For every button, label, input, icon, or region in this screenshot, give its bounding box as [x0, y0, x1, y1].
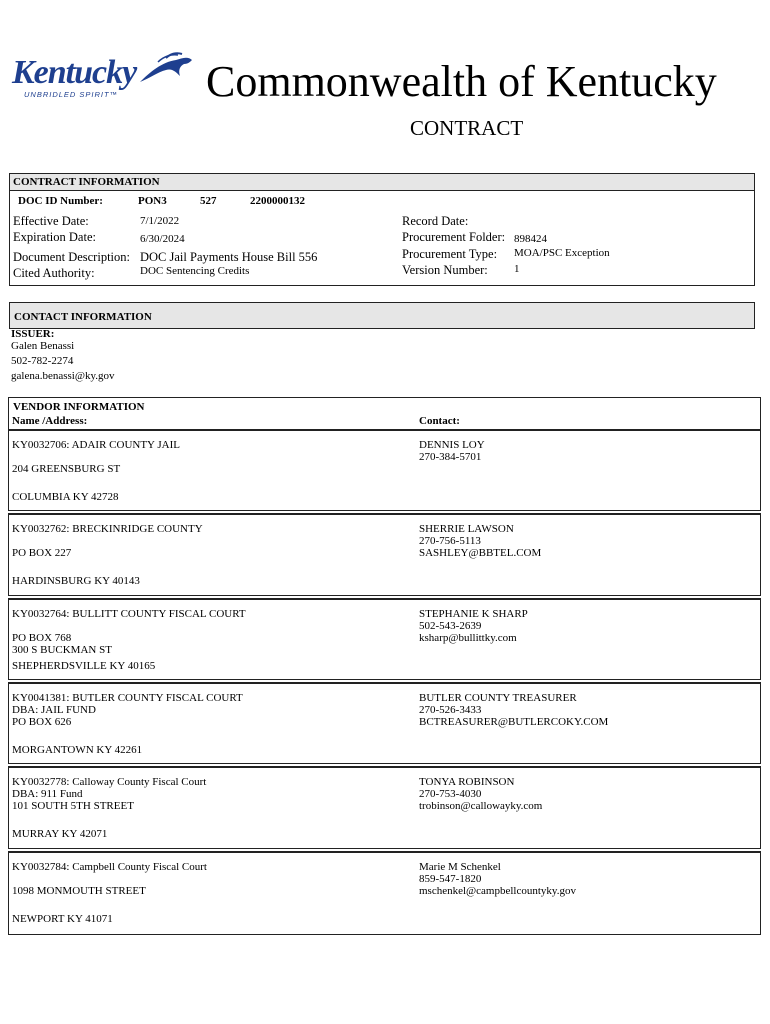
vendor-name: KY0032762: BRECKINRIDGE COUNTY: [12, 523, 203, 535]
vendor-row: [8, 682, 761, 764]
vendor-contact-phone: 502-543-2639: [419, 620, 482, 632]
procurement-folder-label: Procurement Folder:: [402, 230, 506, 244]
vendor-contact-email: trobinson@callowayky.com: [419, 800, 543, 812]
logo-wordmark: Kentucky: [12, 54, 137, 91]
version-number-value: 1: [514, 263, 520, 275]
vendor-contact-phone: 270-753-4030: [419, 788, 482, 800]
vendor-row: [8, 513, 761, 596]
effective-date-value: 7/1/2022: [140, 215, 180, 227]
vendor-row: [8, 429, 761, 511]
vendor-name-column-header: Name /Address:: [12, 415, 88, 427]
vendor-name: KY0032764: BULLITT COUNTY FISCAL COURT: [12, 608, 246, 620]
procurement-folder-value: 898424: [514, 233, 547, 245]
contact-information-heading: CONTACT INFORMATION: [14, 311, 152, 323]
vendor-contact-name: BUTLER COUNTY TREASURER: [419, 692, 577, 704]
document-description-value: DOC Jail Payments House Bill 556: [140, 250, 318, 264]
vendor-contact-name: STEPHANIE K SHARP: [419, 608, 528, 620]
issuer-email: galena.benassi@ky.gov: [11, 370, 115, 382]
vendor-address-line: SHEPHERDSVILLE KY 40165: [12, 660, 156, 672]
vendor-contact-phone: 270-384-5701: [419, 451, 482, 463]
vendor-address-line: COLUMBIA KY 42728: [12, 491, 119, 503]
issuer-name: Galen Benassi: [11, 340, 75, 352]
document-description-label: Document Description:: [13, 250, 130, 264]
vendor-contact-name: DENNIS LOY: [419, 439, 485, 451]
vendor-address-line: DBA: 911 Fund: [12, 788, 83, 800]
vendor-address-line: 101 SOUTH 5TH STREET: [12, 800, 134, 812]
vendor-address-line: PO BOX 626: [12, 716, 72, 728]
vendor-name: KY0032706: ADAIR COUNTY JAIL: [12, 439, 180, 451]
issuer-phone: 502-782-2274: [11, 355, 74, 367]
contract-information-section: [9, 173, 755, 286]
contract-information-heading: CONTRACT INFORMATION: [10, 174, 754, 191]
vendor-name: KY0041381: BUTLER COUNTY FISCAL COURT: [12, 692, 243, 704]
vendor-address-line: 204 GREENSBURG ST: [12, 463, 121, 475]
vendor-contact-email: mschenkel@campbellcountyky.gov: [419, 885, 576, 897]
procurement-type-label: Procurement Type:: [402, 247, 498, 261]
vendor-contact-name: TONYA ROBINSON: [419, 776, 515, 788]
vendor-address-line: DBA: JAIL FUND: [12, 704, 96, 716]
doc-id-part-3: 2200000132: [250, 195, 305, 207]
vendor-row: [8, 851, 761, 935]
vendor-row: [8, 766, 761, 849]
vendor-name: KY0032778: Calloway County Fiscal Court: [12, 776, 207, 788]
vendor-address-line: 300 S BUCKMAN ST: [12, 644, 112, 656]
procurement-type-value: MOA/PSC Exception: [514, 247, 610, 259]
vendor-name: KY0032784: Campbell County Fiscal Court: [12, 861, 207, 873]
cited-authority-value: DOC Sentencing Credits: [140, 265, 250, 277]
vendor-address-line: HARDINSBURG KY 40143: [12, 575, 140, 587]
effective-date-label: Effective Date:: [13, 214, 89, 228]
vendor-address-line: MURRAY KY 42071: [12, 828, 108, 840]
vendor-information-heading: VENDOR INFORMATION: [13, 401, 145, 413]
vendor-row: [8, 598, 761, 680]
vendor-address-line: NEWPORT KY 41071: [12, 913, 113, 925]
expiration-date-label: Expiration Date:: [13, 230, 96, 244]
logo-tagline: UNBRIDLED SPIRIT™: [24, 90, 119, 99]
cited-authority-label: Cited Authority:: [13, 266, 95, 280]
vendor-address-line: PO BOX 227: [12, 547, 72, 559]
vendor-address-line: PO BOX 768: [12, 632, 72, 644]
horse-icon: [136, 52, 196, 90]
vendor-contact-phone: 270-526-3433: [419, 704, 482, 716]
expiration-date-value: 6/30/2024: [140, 233, 185, 245]
vendor-contact-phone: 859-547-1820: [419, 873, 482, 885]
doc-id-part-2: 527: [200, 195, 217, 207]
vendor-contact-email: ksharp@bullittky.com: [419, 632, 517, 644]
doc-id-label: DOC ID Number:: [18, 195, 103, 207]
vendor-address-line: MORGANTOWN KY 42261: [12, 744, 143, 756]
vendor-contact-phone: 270-756-5113: [419, 535, 481, 547]
vendor-contact-name: Marie M Schenkel: [419, 861, 501, 873]
kentucky-logo: [10, 52, 186, 104]
record-date-label: Record Date:: [402, 214, 469, 228]
vendor-contact-email: BCTREASURER@BUTLERCOKY.COM: [419, 716, 609, 728]
doc-id-part-1: PON3: [138, 195, 167, 207]
vendor-address-line: 1098 MONMOUTH STREET: [12, 885, 146, 897]
vendor-contact-column-header: Contact:: [419, 415, 460, 427]
vendor-contact-name: SHERRIE LAWSON: [419, 523, 514, 535]
vendor-contact-email: SASHLEY@BBTEL.COM: [419, 547, 542, 559]
page-title: Commonwealth of Kentucky: [206, 57, 717, 106]
version-number-label: Version Number:: [402, 263, 488, 277]
page-subtitle: CONTRACT: [410, 116, 524, 140]
issuer-label: ISSUER:: [11, 328, 55, 340]
